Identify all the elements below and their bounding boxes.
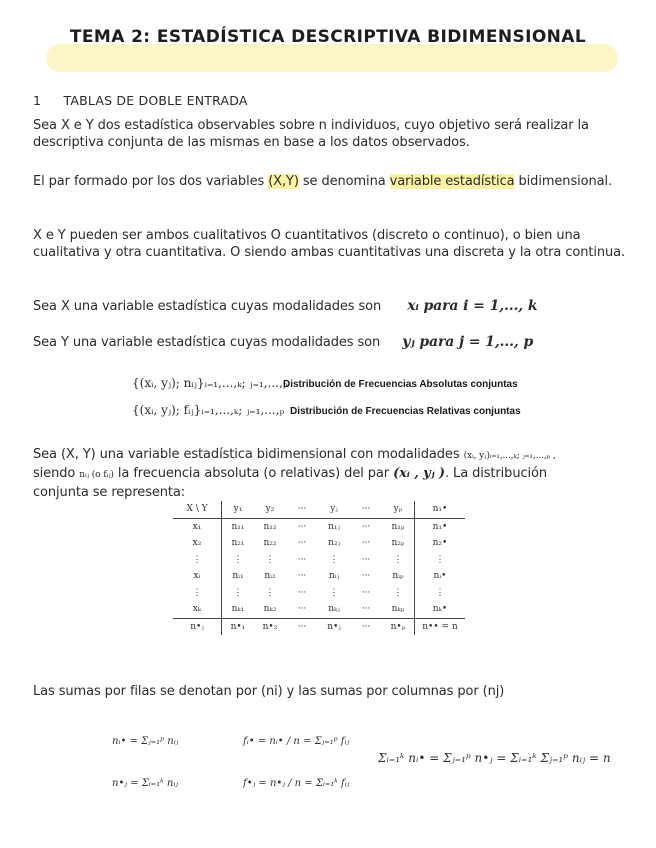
table-footer-cell: n•ₚ	[382, 618, 415, 635]
para4-l2-a: siendo	[33, 466, 76, 481]
table-row	[173, 585, 465, 602]
table-cell: ···	[297, 554, 307, 565]
table-cell: nₖₚ	[391, 604, 405, 615]
table-footer-cell: ···	[350, 618, 382, 635]
dist-abs-formula: {(xᵢ, yⱼ); nᵢⱼ}ᵢ₌₁,...,ₖ; ⱼ₌₁,...,ₚ	[132, 376, 288, 390]
para4-l2-c: . La distribución	[444, 466, 548, 481]
formula-col-sum: n•ⱼ = Σᵢ₌₁ᵏ nᵢⱼ	[112, 778, 179, 789]
table-cell: ⋮	[415, 585, 466, 602]
table-cell: ⋮	[393, 587, 403, 598]
section-heading	[33, 93, 248, 108]
table-cell: ⋮	[233, 554, 243, 565]
table-cell: ···	[297, 538, 307, 549]
table-cell: nₖ₂	[263, 604, 277, 615]
table-cell: ···	[361, 571, 371, 582]
para4-line3: conjunta se representa:	[33, 485, 186, 500]
line-variable-y	[33, 334, 643, 351]
line-variable-x	[33, 298, 643, 315]
para4-line1	[33, 446, 643, 465]
table-row	[173, 568, 465, 585]
line-x-formula: xᵢ para i = 1,..., k	[407, 298, 538, 314]
table-header-cell: ···	[350, 501, 382, 518]
para4-l2-b: la frecuencia absoluta (o relativas) del par	[117, 466, 390, 481]
table-footer-cell: n•ⱼ	[173, 618, 222, 635]
table-header-cell: y₁	[222, 501, 255, 518]
table-footer-cell: n•ⱼ	[318, 618, 350, 635]
table-cell: ···	[297, 571, 307, 582]
paragraph-sums: Las sumas por filas se denotan por (ni) y las sumas por columnas por (nj)	[33, 684, 505, 699]
formula-row-rel: fᵢ• = nᵢ• / n = Σⱼ₌₁ᵖ fᵢⱼ	[243, 736, 350, 747]
formula-row-sum: nᵢ• = Σⱼ₌₁ᵖ nᵢⱼ	[112, 736, 179, 747]
table-cell: n₁•	[415, 518, 466, 535]
table-cell: n₁ⱼ	[328, 521, 340, 532]
table-cell: nᵢ₂	[264, 571, 276, 582]
table-header-cell: n₁•	[415, 501, 466, 518]
table-row	[173, 552, 465, 569]
table-cell: ⋮	[265, 587, 275, 598]
table-cell: ⋮	[329, 587, 339, 598]
paragraph-definition	[33, 173, 628, 190]
line-x-text: Sea X una variable estadística cuyas modalidades son	[33, 299, 382, 314]
table-cell: ···	[361, 554, 371, 565]
page-title: TEMA 2: ESTADÍSTICA DESCRIPTIVA BIDIMENSIONAL	[69, 27, 587, 47]
paragraph-bivariate	[33, 446, 643, 501]
table-cell: ⋮	[415, 552, 466, 569]
table-header-row	[173, 501, 465, 518]
table-header-cell: y₂	[254, 501, 286, 518]
para4-l2-f: nᵢⱼ (o fᵢⱼ)	[79, 470, 114, 480]
formula-col-rel: f•ⱼ = n•ⱼ / n = Σᵢ₌₁ᵏ fᵢⱼ	[243, 778, 350, 789]
table-cell: nₖⱼ	[328, 604, 340, 615]
table-cell: nᵢⱼ	[329, 571, 339, 582]
contingency-table	[173, 501, 465, 635]
table-row	[173, 518, 465, 535]
table-header-cell: yₚ	[382, 501, 415, 518]
table-cell: xₖ	[173, 601, 222, 618]
table-cell: ···	[361, 587, 371, 598]
para2-after: bidimensional.	[514, 174, 613, 189]
dist-abs-label: Distribución de Frecuencias Absolutas conjuntas	[283, 379, 518, 390]
table-cell: ⋮	[233, 587, 243, 598]
table-cell: n₁₁	[231, 521, 245, 532]
para2-middle: se denomina	[298, 174, 390, 189]
table-footer-cell: n•• = n	[415, 618, 466, 635]
table-header-cell: X \ Y	[173, 501, 222, 518]
formula-total: Σᵢ₌₁ᵏ nᵢ• = Σⱼ₌₁ᵖ n•ⱼ = Σᵢ₌₁ᵏ Σⱼ₌₁ᵖ nᵢⱼ = n	[378, 751, 611, 765]
table-cell: nᵢ₁	[232, 571, 244, 582]
table-cell: nᵢₚ	[392, 571, 404, 582]
table-cell: n₁ₚ	[391, 521, 405, 532]
table-cell: ⋮	[173, 585, 222, 602]
table-cell: ⋮	[329, 554, 339, 565]
table-footer-cell: ···	[286, 618, 318, 635]
table-cell: ⋮	[173, 552, 222, 569]
table-cell: ⋮	[393, 554, 403, 565]
table-cell: ···	[361, 538, 371, 549]
table-footer-row	[173, 618, 465, 635]
line-y-formula: yⱼ para j = 1,..., p	[402, 334, 534, 350]
table-cell: ⋮	[265, 554, 275, 565]
para4-l2-pair: (xᵢ , yⱼ )	[393, 466, 445, 481]
table-cell: nₖ•	[415, 601, 466, 618]
pair-xy: (X,Y)	[268, 174, 299, 189]
table-cell: n₂ⱼ	[328, 538, 340, 549]
para4-line2	[33, 465, 643, 484]
table-cell: ···	[297, 604, 307, 615]
line-y-text: Sea Y una variable estadística cuyas modalidades son	[33, 335, 381, 350]
table-cell: nᵢ•	[415, 568, 466, 585]
table-cell: n₂•	[415, 535, 466, 552]
table-row	[173, 535, 465, 552]
table-cell: n₂ₚ	[391, 538, 405, 549]
dist-rel-formula: {(xᵢ, yⱼ); fᵢⱼ}ᵢ₌₁,...,ₖ; ⱼ₌₁,...,ₚ	[132, 403, 285, 417]
para4-l1-formula: (xᵢ, yⱼ)ᵢ₌₁,...,ₖ; ⱼ₌₁,...,ₚ ,	[463, 451, 556, 461]
table-cell: nₖ₁	[231, 604, 245, 615]
paragraph-intro: Sea X e Y dos estadística observables sobre n individuos, cuyo objetivo será realizar la descriptiva conjunta de las mismas en base a los datos observados.	[33, 118, 589, 150]
section-number: 1	[33, 93, 42, 108]
paragraph-types: X e Y pueden ser ambos cualitativos O cuantitativos (discreto o continuo), o bien una cualitativa y otra cuantitativa. O siendo ambas cuantitativas una discreta y la otra continua.	[33, 228, 626, 260]
term-highlight: variable estadística	[389, 174, 515, 189]
table-cell: ···	[297, 587, 307, 598]
table-footer-cell: n•₁	[222, 618, 255, 635]
table-cell: x₂	[173, 535, 222, 552]
table-header-cell: yⱼ	[318, 501, 350, 518]
table-cell: n₂₁	[231, 538, 245, 549]
para4-l1-text: Sea (X, Y) una variable estadística bidimensional con modalidades	[33, 447, 460, 462]
table-footer-cell: n•₂	[254, 618, 286, 635]
table-cell: x₁	[173, 518, 222, 535]
table-cell: xᵢ	[173, 568, 222, 585]
title-highlight	[46, 44, 618, 72]
para2-before: El par formado por los dos variables	[33, 174, 269, 189]
table-cell: ···	[361, 521, 371, 532]
table-header-cell: ···	[286, 501, 318, 518]
table-cell: n₂₂	[263, 538, 277, 549]
table-cell: n₁₂	[263, 521, 277, 532]
section-title: TABLAS DE DOBLE ENTRADA	[63, 93, 248, 108]
table-row	[173, 601, 465, 618]
table-cell: ···	[297, 521, 307, 532]
table-cell: ···	[361, 604, 371, 615]
dist-rel-label: Distribución de Frecuencias Relativas conjuntas	[290, 406, 521, 417]
